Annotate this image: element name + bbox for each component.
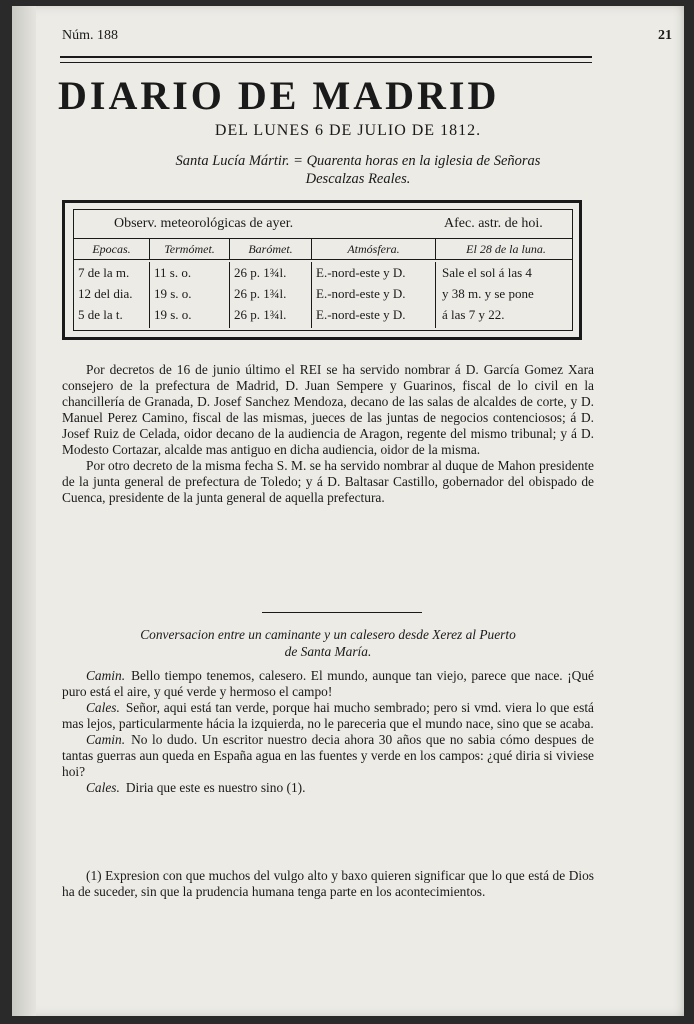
- dialogue-text: Señor, aqui está tan verde, porque hai mucho sembrado; pero si vmd. viera lo que está mas lejos, particularmente hácia la izquierda, no le pareceria que el mundo nace, sino que se acaba.: [62, 700, 594, 731]
- decree-paragraph-2: Por otro decreto de la misma fecha S. M. se ha servido nombrar al duque de Mahon presidente de la junta general de prefectura de Toledo; y á D. Baltasar Castillo, gobernador del obispado de Cuenca, presidente de la junta general de aquella prefectura.: [62, 458, 594, 505]
- barom-row-1: 26 p. 1¾l.: [234, 265, 287, 280]
- conversation-title-line-2: de Santa María.: [284, 644, 372, 659]
- speaker: Cales.: [86, 700, 120, 715]
- speaker: Cales.: [86, 780, 120, 795]
- conversation-body: [62, 668, 594, 796]
- atmosfera-values: [312, 262, 436, 328]
- col-atmosfera: Atmósfera.: [312, 239, 436, 259]
- speaker: Camin.: [86, 732, 126, 747]
- dialogue-line: [62, 780, 594, 796]
- dateline: DEL LUNES 6 DE JULIO DE 1812.: [214, 122, 482, 139]
- weather-title-astro: Afec. astr. de hoi.: [444, 216, 543, 231]
- newspaper-page: [12, 6, 684, 1016]
- weather-table-inner: [73, 209, 573, 331]
- saint-of-day: [72, 152, 644, 188]
- footnote: [62, 868, 594, 900]
- astro-line-1: Sale el sol á las 4: [442, 265, 532, 280]
- astro-line-2: y 38 m. y se pone: [442, 286, 534, 301]
- page-number: 21: [658, 28, 672, 43]
- saint-line-2: Descalzas Reales.: [305, 171, 411, 187]
- astro-values: [436, 262, 576, 328]
- weather-body: [74, 262, 572, 328]
- epoca-row-2: 12 del dia.: [78, 286, 133, 301]
- page-gutter-shadow: [12, 6, 36, 1016]
- dialogue-line: [62, 700, 594, 732]
- dialogue-line: [62, 668, 594, 700]
- weather-table: [62, 200, 582, 340]
- term-row-3: 19 s. o.: [154, 307, 192, 322]
- termometro-values: [150, 262, 230, 328]
- col-termometro: Termómet.: [150, 239, 230, 259]
- saint-line-1: Santa Lucía Mártir. = Quarenta horas en la iglesia de Señoras: [175, 153, 541, 169]
- atm-row-2: E.-nord-este y D.: [316, 286, 406, 301]
- issue-number: Núm. 188: [62, 28, 118, 43]
- epoca-row-3: 5 de la t.: [78, 307, 123, 322]
- conversation-title: [72, 626, 584, 660]
- footnote-text: (1) Expresion con que muchos del vulgo alto y baxo quieren significar que lo que está de Dios ha de suceder, sin que la prudencia humana tenga parte en los acontecimientos.: [62, 868, 594, 899]
- decrees-section: [62, 362, 594, 506]
- epocas-values: [74, 262, 150, 328]
- top-line: [62, 28, 672, 48]
- conversation-title-line-1: Conversacion entre un caminante y un calesero desde Xerez al Puerto: [140, 627, 516, 642]
- dialogue-line: [62, 732, 594, 780]
- epoca-row-1: 7 de la m.: [78, 265, 130, 280]
- term-row-2: 19 s. o.: [154, 286, 192, 301]
- astro-line-3: á las 7 y 22.: [442, 307, 505, 322]
- speaker: Camin.: [86, 668, 126, 683]
- weather-header-row: [74, 238, 572, 260]
- col-luna: El 28 de la luna.: [466, 242, 546, 256]
- barometro-values: [230, 262, 312, 328]
- col-barometro: Barómet.: [230, 239, 312, 259]
- term-row-1: 11 s. o.: [154, 265, 192, 280]
- dialogue-text: No lo dudo. Un escritor nuestro decia ahora 30 años que no sabia cómo despues de tantas guerras aun queda en España agua en las fuentes y verde en los campos: ¿qué diria si viviese hoi?: [62, 732, 594, 779]
- decree-paragraph-1: Por decretos de 16 de junio último el REI se ha servido nombrar á D. García Gomez Xara consejero de la prefectura de Madrid, D. Juan Sempere y Guarinos, fiscal de lo civil en la chancillería de Granada, D. Josef Sanchez Mendoza, decano de las salas de alcaldes de corte, y D. Manuel Perez Camino, fiscal de las mismas, jueces de las juntas de negocios contenciosos; á D. Josef Ruiz de Celada, oidor decano de la audiencia de Aragon, regente del mismo tribunal; y á D. Modesto Cortazar, alcalde mas antiguo en dicha audiencia, oidor de la misma.: [62, 362, 594, 457]
- atm-row-3: E.-nord-este y D.: [316, 307, 406, 322]
- col-epocas: Epocas.: [74, 239, 150, 259]
- masthead-rule: [60, 56, 592, 63]
- dialogue-text: Bello tiempo tenemos, calesero. El mundo, aunque tan viejo, parece que nace. ¡Qué puro está el aire, y qué verde y hermoso el campo!: [62, 668, 594, 699]
- atm-row-1: E.-nord-este y D.: [316, 265, 406, 280]
- barom-row-3: 26 p. 1¾l.: [234, 307, 287, 322]
- section-divider: [262, 612, 422, 613]
- dialogue-text: Diria que este es nuestro sino (1).: [125, 780, 306, 795]
- barom-row-2: 26 p. 1¾l.: [234, 286, 287, 301]
- masthead-title: DIARIO DE MADRID: [58, 73, 500, 118]
- weather-title-observations: Observ. meteorológicas de ayer.: [114, 216, 294, 231]
